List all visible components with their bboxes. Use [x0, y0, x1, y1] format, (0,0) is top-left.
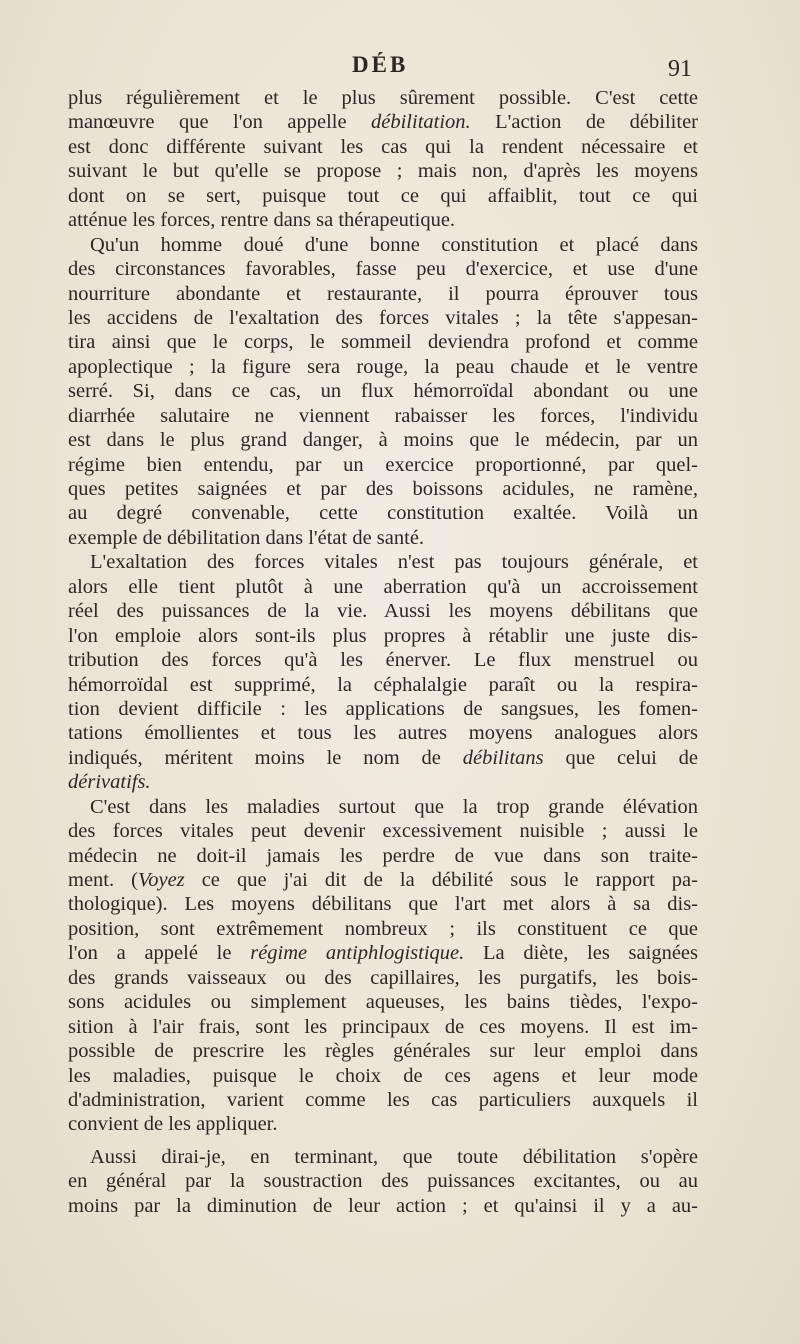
- text-line: en général par la soustraction des puissances excitantes, ou au: [68, 1170, 698, 1193]
- text-line: [68, 941, 698, 965]
- text-line: L'exaltation des forces vitales n'est pas toujours générale, et: [90, 551, 698, 574]
- paragraph-gap: [68, 1137, 698, 1145]
- text-line: des grands vaisseaux ou des capillaires, les purgatifs, les bois-: [68, 966, 698, 989]
- text-line: apoplectique ; la figure sera rouge, la peau chaude et le ventre: [68, 355, 698, 378]
- text-line: dont on se sert, puisque tout ce qui affaiblit, tout ce qui: [68, 184, 698, 207]
- text-line: Qu'un homme doué d'une bonne constitution et placé dans: [90, 233, 698, 256]
- text-line: des forces vitales peut devenir excessivement nuisible ; aussi le: [68, 820, 698, 843]
- text-line: thologique). Les moyens débilitans que l'art met alors à sa dis-: [68, 893, 698, 916]
- text-line: moins par la diminution de leur action ; et qu'ainsi il y a au-: [68, 1194, 698, 1217]
- text-line: diarrhée salutaire ne viennent rabaisser les forces, l'individu: [68, 404, 698, 427]
- text-span: manœuvre que l'on appelle: [68, 111, 372, 134]
- text-line: les maladies, puisque le choix de ces agens et leur mode: [68, 1064, 698, 1087]
- text-line: tations émollientes et tous les autres moyens analogues alors: [68, 722, 698, 745]
- text-line: suivant le but qu'elle se propose ; mais non, d'après les moyens: [68, 160, 698, 183]
- text-line: exemple de débilitation dans l'état de santé.: [68, 526, 425, 549]
- italic-span: dérivatifs.: [68, 771, 151, 794]
- text-line: serré. Si, dans ce cas, un flux hémorroïdal abondant ou une: [68, 380, 698, 403]
- text-line: [68, 868, 698, 892]
- text-line: [68, 746, 698, 770]
- text-span: ce que j'ai dit de la débilité sous le rapport pa-: [184, 869, 698, 891]
- page-number: 91: [668, 56, 692, 82]
- italic-span: débilitation.: [371, 111, 471, 134]
- text-span: l'on a appelé le: [68, 942, 251, 965]
- text-line: sition à l'air frais, sont les principaux de ces moyens. Il est im-: [68, 1015, 698, 1038]
- text-span: ment. (: [68, 869, 138, 891]
- text-line: au degré convenable, cette constitution exaltée. Voilà un: [68, 502, 698, 525]
- text-line: possible de prescrire les règles générales sur leur emploi dans: [68, 1040, 698, 1063]
- italic-span: débilitans: [462, 746, 544, 769]
- text-line: tribution des forces qu'à les énerver. Le flux menstruel ou: [68, 649, 698, 672]
- text-line: médecin ne doit-il jamais les perdre de vue dans son traite-: [68, 844, 698, 867]
- text-line: réel des puissances de la vie. Aussi les moyens débilitans que: [68, 600, 698, 623]
- text-span: indiqués, méritent moins le nom de: [68, 746, 463, 769]
- text-line: est dans le plus grand danger, à moins que le médecin, par un: [68, 429, 698, 452]
- italic-span: régime antiphlogistique.: [250, 942, 465, 965]
- text-line: C'est dans les maladies surtout que la trop grande élévation: [90, 795, 698, 818]
- text-line: Aussi dirai-je, en terminant, que toute débilitation s'opère: [90, 1145, 698, 1168]
- running-head: DÉB: [352, 52, 409, 77]
- text-line: les accidens de l'exaltation des forces vitales ; la tête s'appesan-: [68, 306, 698, 329]
- body-text: [68, 86, 698, 1218]
- text-span: La diète, les saignées: [464, 942, 699, 965]
- text-line: d'administration, varient comme les cas particuliers auxquels il: [68, 1088, 698, 1111]
- italic-span: Voyez: [137, 869, 185, 891]
- text-line: tion devient difficile : les applications de sangsues, les fomen-: [68, 697, 698, 720]
- text-span: que celui de: [543, 746, 698, 769]
- text-line: convient de les appliquer.: [68, 1113, 278, 1136]
- text-line: alors elle tient plutôt à une aberration qu'à un accroissement: [68, 575, 698, 598]
- text-line: [68, 110, 698, 134]
- text-line: position, sont extrêmement nombreux ; ils constituent ce que: [68, 917, 698, 940]
- text-line: tira ainsi que le corps, le sommeil deviendra profond et comme: [68, 331, 698, 354]
- text-line: hémorroïdal est supprimé, la céphalalgie paraît ou la respira-: [68, 673, 698, 696]
- text-line: plus régulièrement et le plus sûrement possible. C'est cette: [68, 87, 698, 109]
- text-line: [68, 770, 698, 794]
- text-line: nourriture abondante et restaurante, il pourra éprouver tous: [68, 282, 698, 305]
- text-line: atténue les forces, rentre dans sa thérapeutique.: [68, 209, 456, 232]
- text-line: sons acidules ou simplement aqueuses, les bains tièdes, l'expo-: [68, 991, 698, 1014]
- text-line: l'on emploie alors sont-ils plus propres à rétablir une juste dis-: [68, 624, 698, 647]
- page-header: [0, 52, 800, 88]
- text-line: est donc différente suivant les cas qui la rendent nécessaire et: [68, 135, 698, 158]
- text-span: L'action de débiliter: [470, 111, 698, 134]
- text-line: ques petites saignées et par des boissons acidules, ne ramène,: [68, 478, 698, 500]
- text-line: des circonstances favorables, fasse peu d'exercice, et use d'une: [68, 258, 698, 281]
- text-line: régime bien entendu, par un exercice proportionné, par quel-: [68, 453, 698, 476]
